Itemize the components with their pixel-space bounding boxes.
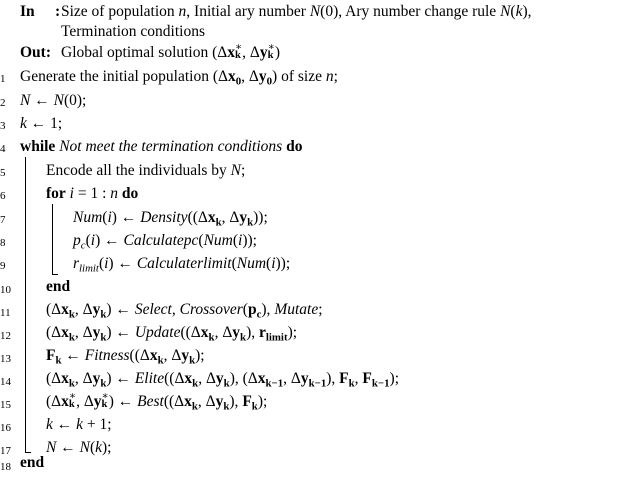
line-11: ($\Delta x_k$, $\Delta y_k$) ← Select, $Crossover(p_c)$, Mutate;: [46, 301, 323, 321]
output-header: [20, 43, 51, 63]
line-14: ($\Delta x_k$, $\Delta y_k$) ← $Elite((\Delta x_k$, $\Delta y_k$), ($\Delta x_{k-1}$, $\Delta y_{k-1}$), $F_k$, $F_{k-1}$);: [46, 370, 399, 390]
out-description: Global optimal solution (Δx ∗ k , Δy ∗ k ): [61, 42, 280, 62]
line-number-14: 14: [0, 376, 11, 388]
line-number-1: 1: [0, 73, 6, 85]
in-label: In: [20, 3, 35, 20]
line-6: for i = 1 : n do: [46, 185, 139, 202]
line-18: end: [20, 454, 45, 471]
line-16: k ← k + 1;: [46, 416, 112, 433]
line-2: N ← N(0);: [20, 92, 87, 109]
line-number-5: 5: [0, 167, 6, 179]
line-number-18: 18: [0, 461, 11, 473]
line-4: while Not meet the termination conditions do: [20, 138, 303, 155]
line-15: (Δx ∗ k , Δy ∗ k ) ← $Best((\Delta x_k$, $\Delta y_k$), $F_k$);: [46, 391, 268, 413]
line-9: $r_{limit}(i)$ ← Calculaterlimit(Num(i));: [73, 255, 291, 275]
line-17: N ← N(k);: [46, 439, 112, 456]
for-block-tick: [52, 274, 58, 275]
line-number-13: 13: [0, 353, 11, 365]
for-block-bar: [52, 204, 53, 274]
line-number-9: 9: [0, 260, 6, 272]
line-number-11: 11: [0, 307, 11, 319]
in-description-line1: Size of population n, Initial ary number N(0), Ary number change rule N(k),: [61, 3, 532, 20]
line-number-17: 17: [0, 445, 11, 457]
line-number-3: 3: [0, 120, 6, 132]
in-separator: :: [55, 3, 61, 20]
in-separator-row: [55, 2, 60, 22]
line-number-12: 12: [0, 330, 11, 342]
line-7: Num(i) ← $Density((\Delta x_k$, $\Delta y_k$));: [73, 209, 268, 229]
line-number-2: 2: [0, 97, 6, 109]
while-block-bar: [25, 157, 26, 452]
line-10: end: [46, 278, 71, 295]
line-13: $F_k$ ← $Fitness((\Delta x_k$, $\Delta y_k$);: [46, 347, 205, 367]
line-number-6: 6: [0, 190, 6, 202]
line-8: $p_c(i)$ ← Calculatepc(Num(i));: [73, 232, 257, 252]
line-number-4: 4: [0, 143, 6, 155]
out-separator: :: [45, 44, 52, 61]
line-1: Generate the initial population ($\Delta x_0$, $\Delta y_0$) of size n;: [20, 68, 338, 88]
line-number-16: 16: [0, 422, 11, 434]
line-5: Encode all the individuals by N;: [46, 162, 246, 179]
out-label: Out: [20, 44, 46, 61]
input-header: [20, 2, 35, 22]
line-3: k ← 1;: [20, 115, 63, 132]
line-12: ($\Delta x_k$, $\Delta y_k$) ← $Update((\Delta x_k$, $\Delta y_k$), $r_{limit}$);: [46, 324, 298, 344]
in-description-line2: Termination conditions: [61, 23, 205, 40]
line-number-15: 15: [0, 399, 11, 411]
line-number-10: 10: [0, 284, 11, 296]
line-number-8: 8: [0, 237, 6, 249]
line-number-7: 7: [0, 214, 6, 226]
